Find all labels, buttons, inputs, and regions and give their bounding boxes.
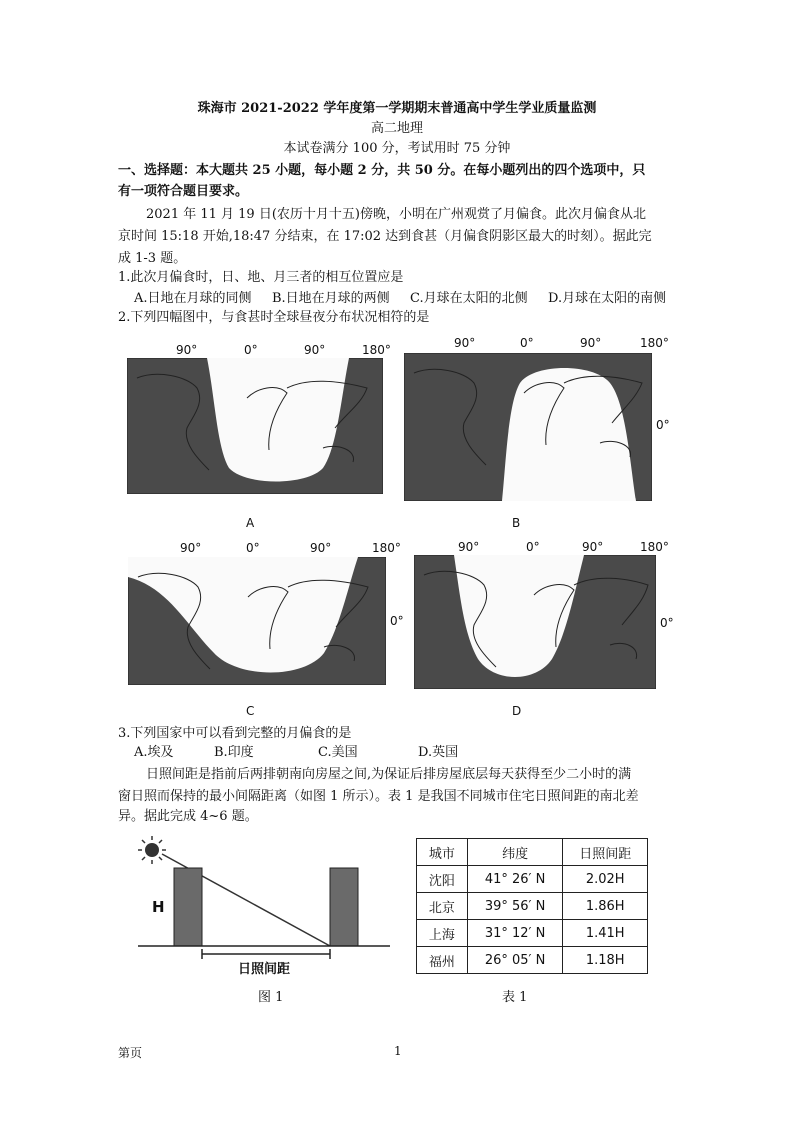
sun-icon: [138, 836, 166, 864]
map-b-equator-label: 0°: [656, 418, 670, 432]
map-c-equator-label: 0°: [390, 614, 404, 628]
map-a-tick-2: 0°: [244, 343, 258, 357]
map-d-day-night: [414, 555, 656, 689]
map-c-tick-3: 90°: [310, 541, 332, 555]
table-row: [417, 920, 648, 947]
table-header-cell: 纬度: [467, 839, 563, 866]
exam-info: 本试卷满分 100 分，考试用时 75 分钟: [283, 141, 511, 156]
footer-page-number: 1: [394, 1044, 402, 1058]
map-c-tick-4: 180°: [372, 541, 401, 555]
q1-option-b: B.日地在月球的两侧: [272, 291, 390, 306]
table-cell: 41° 26′ N: [467, 866, 563, 893]
table-cell: 26° 05′ N: [467, 947, 563, 974]
map-d-equator-label: 0°: [660, 616, 674, 630]
table-cell: 1.18H: [563, 947, 648, 974]
map-d-tick-2: 0°: [526, 540, 540, 554]
section1-line1: 一、选择题：本大题共 25 小题，每小题 2 分，共 50 分。在每小题列出的四个选项中，只: [118, 163, 646, 178]
figure1-span-label: 日照间距: [238, 962, 291, 977]
q1-option-a: A.日地在月球的同侧: [134, 291, 252, 306]
table1-caption: 表 1: [502, 990, 528, 1005]
map-b-tick-1: 90°: [454, 336, 476, 350]
table-cell: 福州: [417, 947, 468, 974]
figure1-h-label: H: [152, 898, 165, 916]
section1-line2: 有一项符合题目要求。: [118, 184, 249, 199]
map-b-day-night: [404, 353, 652, 501]
map-a-day-night: [127, 358, 383, 494]
subject-title: 高二地理: [370, 121, 423, 136]
table-row: [417, 947, 648, 974]
exam-title: 珠海市 2021-2022 学年度第一学期期末普通高中学生学业质量监测: [197, 101, 597, 116]
table-row: [417, 866, 648, 893]
map-c-tick-2: 0°: [246, 541, 260, 555]
q1-stem: 1.此次月偏食时，日、地、月三者的相互位置应是: [118, 270, 404, 285]
q3-option-b: B.印度: [214, 745, 254, 760]
table-header-cell: 城市: [417, 839, 468, 866]
footer-page-label: 第页: [118, 1046, 143, 1060]
map-b-label: B: [512, 516, 521, 530]
intro1-line3: 成 1-3 题。: [118, 251, 187, 266]
table-row: [417, 893, 648, 920]
map-a-tick-1: 90°: [176, 343, 198, 357]
table-cell: 2.02H: [563, 866, 648, 893]
intro2-line1: 日照间距是指前后两排朝南向房屋之间,为保证后排房屋底层每天获得至少二小时的满: [146, 767, 632, 782]
intro2-line3: 异。据此完成 4~6 题。: [118, 809, 258, 824]
table-cell: 上海: [417, 920, 468, 947]
q1-option-c: C.月球在太阳的北侧: [410, 291, 528, 306]
map-b-tick-2: 0°: [520, 336, 534, 350]
table-cell: 北京: [417, 893, 468, 920]
table1: [416, 838, 648, 974]
q1-option-d: D.月球在太阳的南侧: [548, 291, 667, 306]
intro1-line2: 京时间 15:18 开始,18:47 分结束，在 17:02 达到食甚（月偏食阴影区最大的时刻）。据此完: [118, 229, 652, 244]
q3-option-c: C.美国: [318, 745, 358, 760]
intro1-line1: 2021 年 11 月 19 日(农历十月十五)傍晚，小明在广州观赏了月偏食。此次月偏食从北: [146, 207, 646, 222]
table-cell: 31° 12′ N: [467, 920, 563, 947]
q3-option-d: D.英国: [418, 745, 459, 760]
table-cell: 39° 56′ N: [467, 893, 563, 920]
table-cell: 1.41H: [563, 920, 648, 947]
map-c-tick-1: 90°: [180, 541, 202, 555]
q3-option-a: A.埃及: [134, 745, 174, 760]
map-c-label: C: [246, 704, 255, 718]
table-header-cell: 日照间距: [563, 839, 648, 866]
map-b-tick-4: 180°: [640, 336, 669, 350]
map-a-label: A: [246, 516, 255, 530]
map-a-tick-4: 180°: [362, 343, 391, 357]
map-d-label: D: [512, 704, 522, 718]
map-a-tick-3: 90°: [304, 343, 326, 357]
table-cell: 1.86H: [563, 893, 648, 920]
map-d-tick-4: 180°: [640, 540, 669, 554]
table-cell: 沈阳: [417, 866, 468, 893]
table-header-row: [417, 839, 648, 866]
map-c-day-night: [128, 557, 386, 685]
map-b-tick-3: 90°: [580, 336, 602, 350]
intro2-line2: 窗日照而保持的最小间隔距离（如图 1 所示）。表 1 是我国不同城市住宅日照间距的南北差: [118, 789, 639, 804]
figure1-caption: 图 1: [258, 990, 284, 1005]
q2-stem: 2.下列四幅图中，与食甚时全球昼夜分布状况相符的是: [118, 310, 430, 325]
q3-stem: 3.下列国家中可以看到完整的月偏食的是: [118, 726, 352, 741]
map-d-tick-3: 90°: [582, 540, 604, 554]
map-d-tick-1: 90°: [458, 540, 480, 554]
